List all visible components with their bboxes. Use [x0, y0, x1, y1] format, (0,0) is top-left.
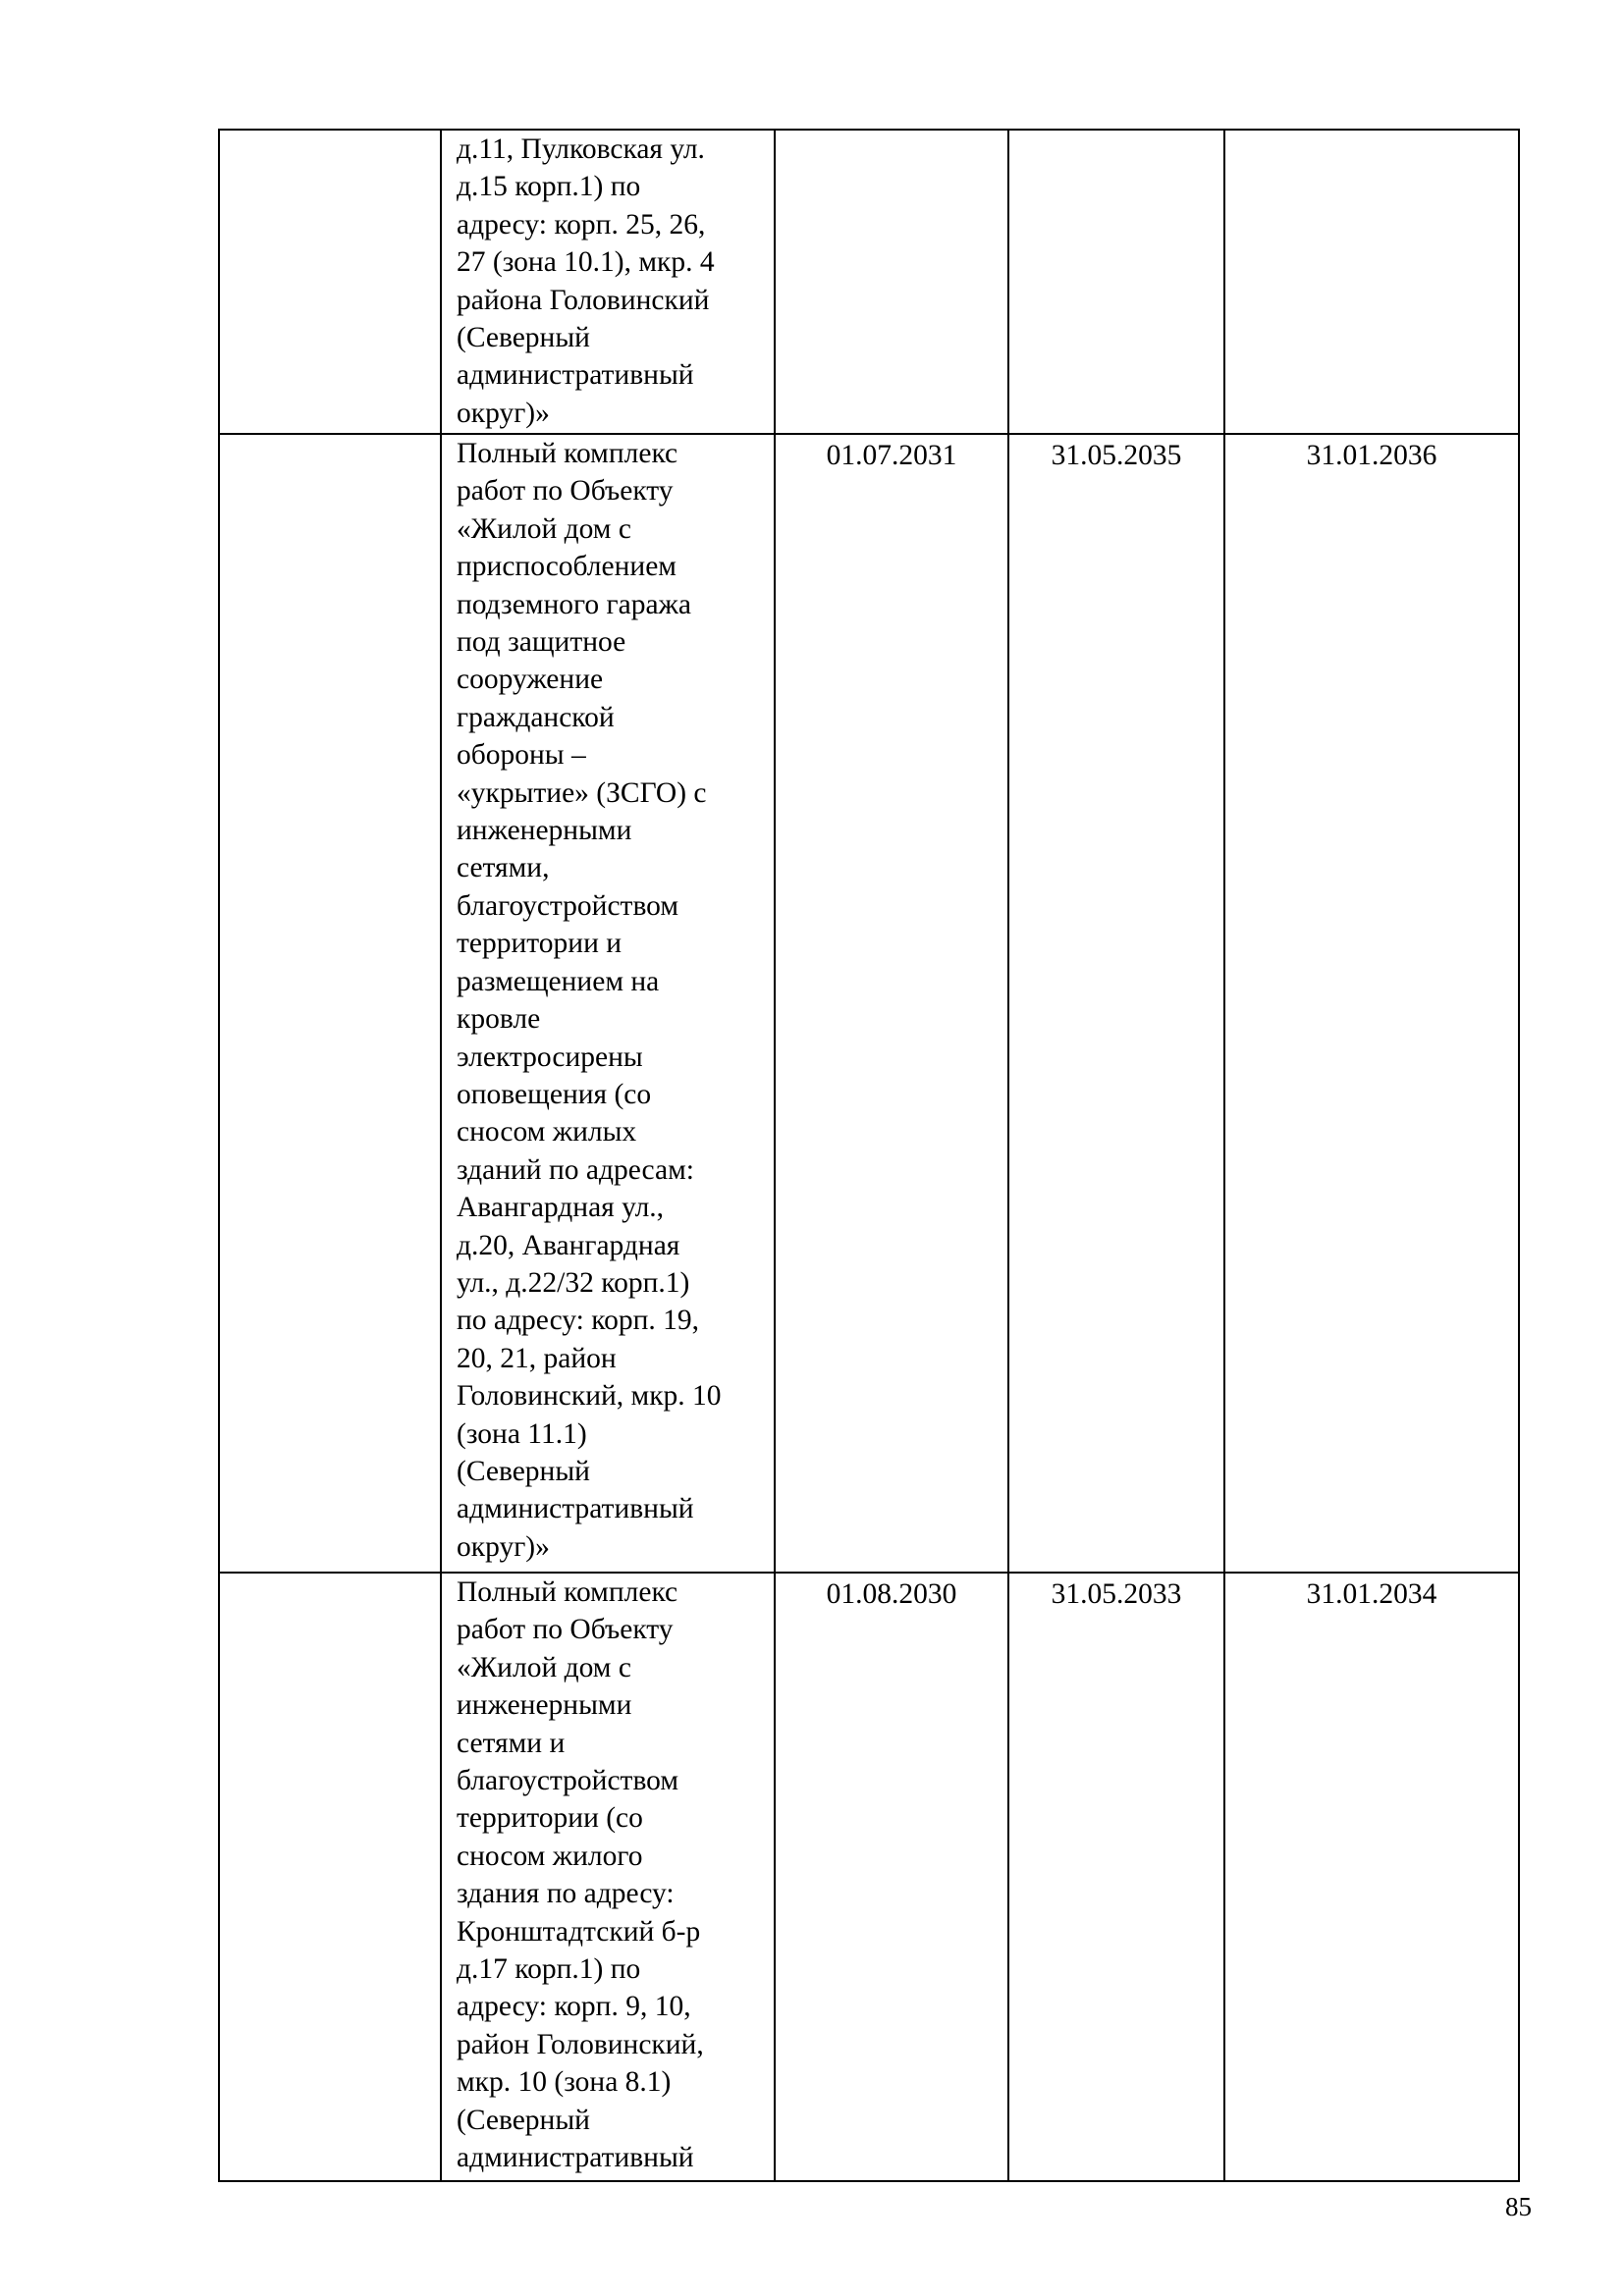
final-date-cell	[1224, 130, 1519, 434]
object-description-cell: д.11, Пулковская ул. д.15 корп.1) по адресу: корп. 25, 26, 27 (зона 10.1), мкр. 4 района Головинский (Северный административный округ)»	[441, 130, 775, 434]
object-description-cell: Полный комплекс работ по Объекту «Жилой дом с инженерными сетями и благоустройством территории (со сносом жилого здания по адресу: Кронштадтский б-р д.17 корп.1) по адресу: корп. 9, 10, район Головинский, мкр. 10 (зона 8.1) (Северный административный	[441, 1573, 775, 2181]
final-date-cell: 31.01.2036	[1224, 434, 1519, 1573]
page-number: 85	[1505, 2192, 1532, 2221]
empty-cell	[219, 1573, 441, 2181]
table-row	[219, 1573, 1519, 2181]
schedule-table	[218, 129, 1520, 2182]
final-date-cell: 31.01.2034	[1224, 1573, 1519, 2181]
object-description-cell: Полный комплекс работ по Объекту «Жилой дом с приспособлением подземного гаража под защитное сооружение гражданской обороны – «укрытие» (ЗСГО) с инженерными сетями, благоустройством территории и размещением на кровле электросирены оповещения (со сносом жилых зданий по адресам: Авангардная ул., д.20, Авангардная ул., д.22/32 корп.1) по адресу: корп. 19, 20, 21, район Головинский, мкр. 10 (зона 11.1) (Северный административный округ)»	[441, 434, 775, 1573]
end-date-cell	[1008, 130, 1224, 434]
end-date-cell: 31.05.2033	[1008, 1573, 1224, 2181]
start-date-cell: 01.08.2030	[775, 1573, 1008, 2181]
start-date-cell: 01.07.2031	[775, 434, 1008, 1573]
start-date-cell	[775, 130, 1008, 434]
table-row	[219, 434, 1519, 1573]
table-row	[219, 130, 1519, 434]
empty-cell	[219, 130, 441, 434]
end-date-cell: 31.05.2035	[1008, 434, 1224, 1573]
empty-cell	[219, 434, 441, 1573]
